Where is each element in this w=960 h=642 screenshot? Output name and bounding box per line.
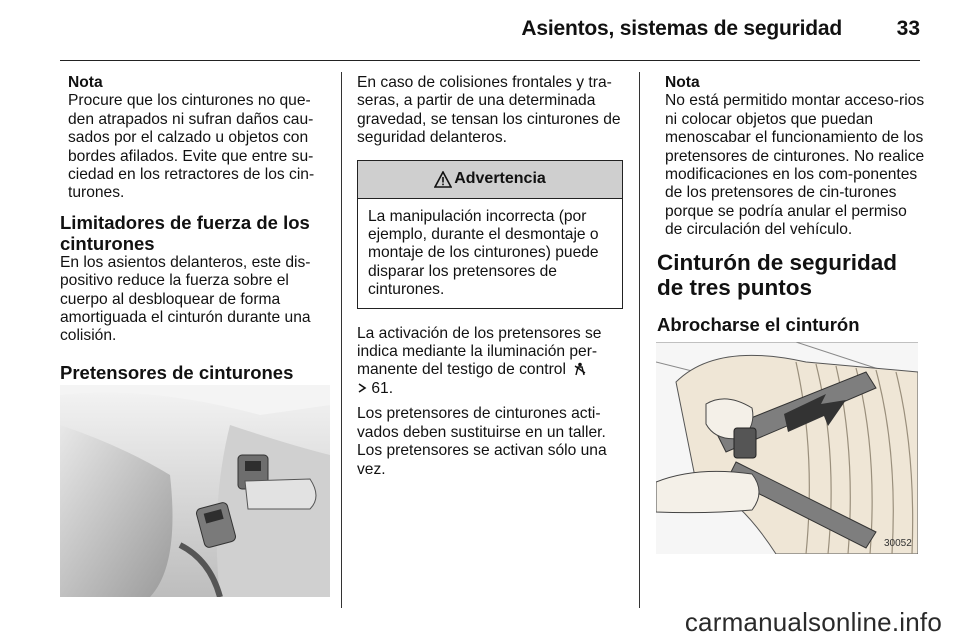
- header-rule: [60, 60, 920, 61]
- limiters-text: En los asientos delanteros, este dis-positivo reduce la fuerza sobre el cuerpo al desbloquear de forma amortiguada el cinturón durante una colisión.: [60, 253, 311, 345]
- column-middle: [357, 74, 625, 479]
- page-reference-icon: [357, 383, 367, 393]
- fastening-belt-illustration: [656, 342, 918, 554]
- workshop-text: Los pretensores de cinturones acti-vados deben sustituirse en un taller. Los pretensores se activan sólo una vez.: [357, 405, 607, 478]
- section-heading-pretensioners: Pretensores de cinturones: [60, 361, 294, 383]
- note-text: No está permitido montar acceso-rios ni colocar objetos que puedan menoscabar el funcionamiento de los pretensores de cinturones. No realice modificaciones en los com-ponentes de los pretensores de cin-turones porque se podría anular el permiso de circulación del vehículo.: [665, 92, 925, 239]
- note-text: Procure que los cinturones no que-den atrapados ni sufran daños cau-sados por el calzado u objetos con bordes afilados. Evite que entre su-ciedad en los retractores de los cin-turones.: [68, 92, 315, 202]
- warning-header: [358, 161, 622, 199]
- page-header: [0, 0, 960, 60]
- warning-text: La manipulación incorrecta (por ejemplo, durante el desmontaje o montaje de los cinturones) puede disparar los pretensores de cinturones.: [368, 207, 599, 299]
- activation-page-ref[interactable]: 61.: [371, 379, 394, 397]
- column-divider: [341, 72, 342, 608]
- warning-box: [357, 160, 623, 309]
- intro-text: En caso de colisiones frontales y tra-seras, a partir de una determinada gravedad, se tensan los cinturones de seguridad delanteros.: [357, 74, 621, 147]
- activation-text-body: La activación de los pretensores se indica mediante la iluminación per-manente del testigo de control: [357, 324, 602, 379]
- seat-belt-tensioner-icon: [573, 362, 587, 376]
- section-heading-buckle: Abrocharse el cinturón: [657, 313, 860, 335]
- activation-text: [357, 325, 625, 399]
- image-code: 30052: [884, 538, 912, 549]
- column-divider: [639, 72, 640, 608]
- note-title: Nota: [665, 74, 700, 91]
- note-block: [657, 74, 925, 240]
- seat-buckle-illustration: [60, 385, 330, 597]
- watermark: carmanualsonline.info: [684, 607, 942, 637]
- header-title: Asientos, sistemas de seguridad: [521, 17, 842, 40]
- page-number: 33: [896, 17, 920, 40]
- note-block: [60, 74, 330, 203]
- note-title: Nota: [68, 74, 103, 91]
- column-right: [657, 74, 925, 335]
- warning-title: Advertencia: [454, 169, 546, 187]
- section-heading-limiters: Limitadores de fuerza de los cinturones: [60, 211, 310, 254]
- section-heading-three-point: Cinturón de seguridad de tres puntos: [657, 249, 898, 300]
- warning-triangle-icon: [434, 171, 452, 188]
- column-left: [60, 74, 330, 383]
